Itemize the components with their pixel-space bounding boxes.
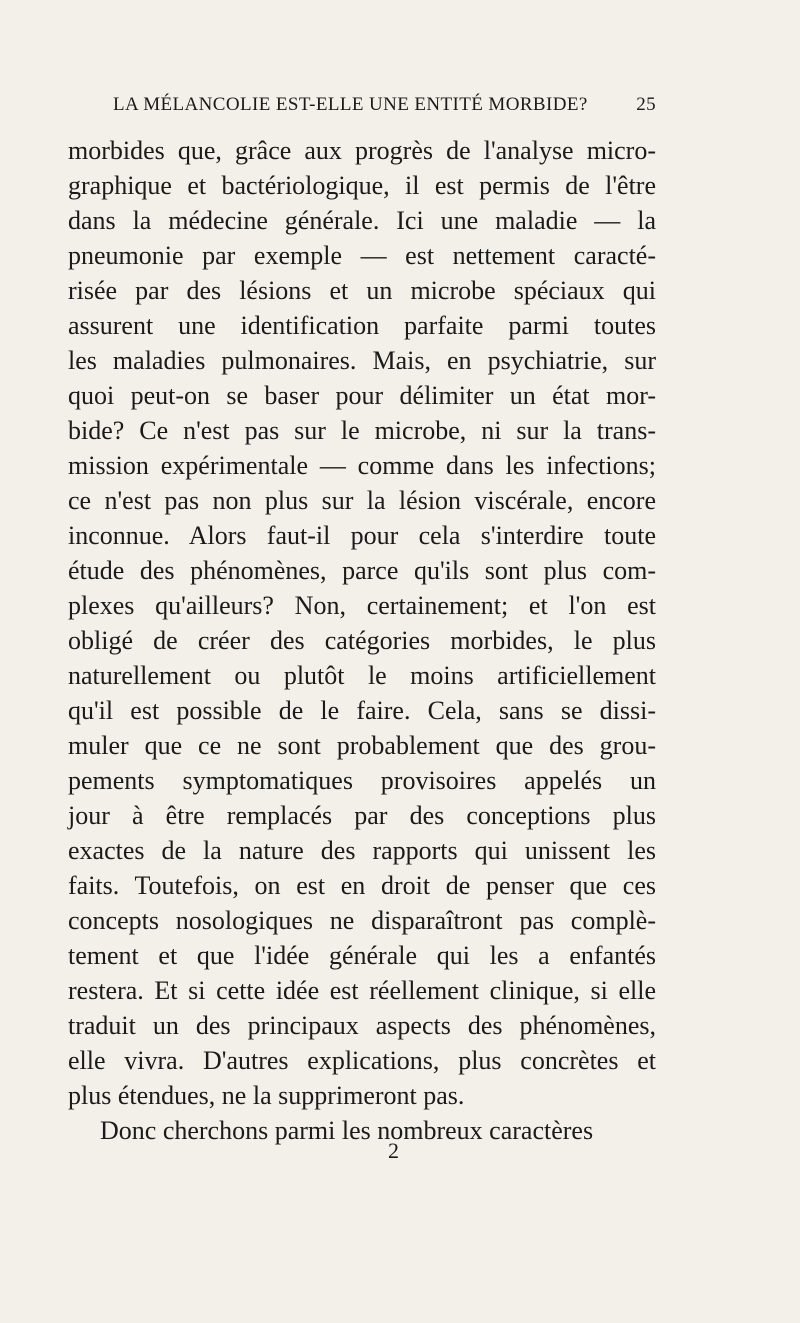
text-line: morbides que, grâce aux progrès de l'analyse micro- xyxy=(68,136,656,165)
text-line: tement et que l'idée générale qui les a enfantés xyxy=(68,941,656,970)
text-line: plexes qu'ailleurs? Non, certainement; et l'on est xyxy=(68,591,656,620)
text-line: graphique et bactériologique, il est permis de l'être xyxy=(68,171,656,200)
text-line: ce n'est pas non plus sur la lésion viscérale, encore xyxy=(68,486,656,515)
text-line: elle vivra. D'autres explications, plus concrètes et xyxy=(68,1046,656,1075)
text-line: Donc cherchons parmi les nombreux caractères xyxy=(100,1116,594,1145)
text-line: muler que ce ne sont probablement que des grou- xyxy=(68,731,656,760)
text-line: pements symptomatiques provisoires appelés un xyxy=(68,766,656,795)
text-line: restera. Et si cette idée est réellement clinique, si elle xyxy=(68,976,656,1005)
text-line: étude des phénomènes, parce qu'ils sont plus com- xyxy=(68,556,656,585)
text-line: exactes de la nature des rapports qui unissent les xyxy=(68,836,656,865)
text-line: risée par des lésions et un microbe spéciaux qui xyxy=(68,276,656,305)
text-line: bide? Ce n'est pas sur le microbe, ni sur la trans- xyxy=(68,416,656,445)
text-line: plus étendues, ne la supprimeront pas. xyxy=(68,1081,465,1110)
text-line: les maladies pulmonaires. Mais, en psychiatrie, sur xyxy=(68,346,656,375)
text-line: faits. Toutefois, on est en droit de penser que ces xyxy=(68,871,656,900)
text-line: dans la médecine générale. Ici une maladie — la xyxy=(68,206,656,235)
text-line: jour à être remplacés par des conceptions plus xyxy=(68,801,656,830)
text-line: concepts nosologiques ne disparaîtront pas complè- xyxy=(68,906,656,935)
body-text xyxy=(68,133,656,1148)
running-head xyxy=(113,94,656,120)
text-line: obligé de créer des catégories morbides, le plus xyxy=(68,626,656,655)
text-line: naturellement ou plutôt le moins artificiellement xyxy=(68,661,656,690)
signature-mark: 2 xyxy=(388,1138,399,1163)
page-number: 25 xyxy=(636,94,656,115)
text-line: inconnue. Alors faut-il pour cela s'interdire toute xyxy=(68,521,656,550)
running-title: LA MÉLANCOLIE EST-ELLE UNE ENTITÉ MORBIDE? xyxy=(113,94,588,115)
text-line: mission expérimentale — comme dans les infections; xyxy=(68,451,656,480)
text-line: assurent une identification parfaite parmi toutes xyxy=(68,311,656,340)
text-line: qu'il est possible de le faire. Cela, sans se dissi- xyxy=(68,696,656,725)
text-line: quoi peut-on se baser pour délimiter un état mor- xyxy=(68,381,656,410)
text-line: traduit un des principaux aspects des phénomènes, xyxy=(68,1011,656,1040)
text-line: pneumonie par exemple — est nettement caracté- xyxy=(68,241,656,270)
